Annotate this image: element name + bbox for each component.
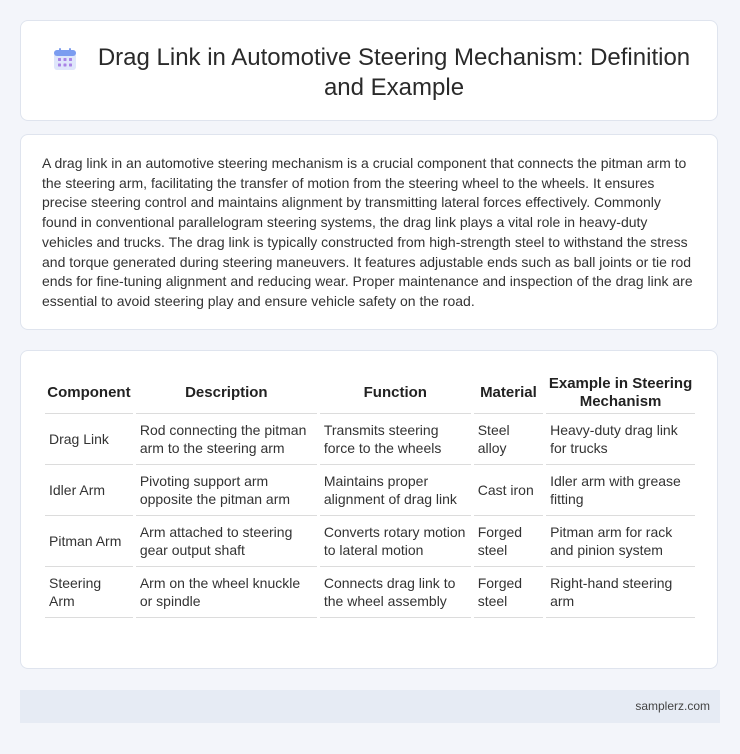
cell-example: Right-hand steering arm [546, 567, 695, 618]
cell-component: Drag Link [45, 414, 133, 465]
table-card [20, 350, 718, 669]
component-table [42, 373, 698, 618]
cell-component: Steering Arm [45, 567, 133, 618]
cell-material: Forged steel [474, 567, 543, 618]
cell-function: Converts rotary motion to lateral motion [320, 516, 471, 567]
cell-description: Pivoting support arm opposite the pitman arm [136, 465, 317, 516]
cell-function: Transmits steering force to the wheels [320, 414, 471, 465]
cell-description: Arm attached to steering gear output shaft [136, 516, 317, 567]
table-row [45, 516, 695, 567]
header-description: Description [136, 373, 317, 414]
page-title: Drag Link in Automotive Steering Mechanism: Definition and Example [97, 44, 691, 101]
header-example: Example in Steering Mechanism [546, 373, 695, 414]
cell-description: Rod connecting the pitman arm to the steering arm [136, 414, 317, 465]
calendar-icon [53, 47, 77, 71]
cell-function: Maintains proper alignment of drag link [320, 465, 471, 516]
table-row [45, 567, 695, 618]
header-function: Function [320, 373, 471, 414]
header-component: Component [45, 373, 133, 414]
description-card [20, 134, 718, 330]
cell-function: Connects drag link to the wheel assembly [320, 567, 471, 618]
cell-material: Steel alloy [474, 414, 543, 465]
table-row [45, 465, 695, 516]
cell-material: Cast iron [474, 465, 543, 516]
footer [20, 690, 720, 723]
table-row [45, 414, 695, 465]
table-header-row [45, 373, 695, 414]
header-material: Material [474, 373, 543, 414]
description-text: A drag link in an automotive steering mechanism is a crucial component that connects the pitman arm to the steering arm, facilitating the transfer of motion from the steering wheel to the wheels. It ensures precise steering control and maintains alignment by transmitting lateral forces effectively. Commonly found in conventional parallelogram steering systems, the drag link plays a vital role in heavy-duty vehicles and trucks. The drag link is typically constructed from high-strength steel to withstand the stress and torque generated during steering maneuvers. It features adjustable ends such as ball joints or tie rod ends for fine-tuning alignment and reducing wear. Proper maintenance and inspection of the drag link are essential to avoid steering play and ensure vehicle safety on the road. [42, 155, 693, 309]
cell-example: Idler arm with grease fitting [546, 465, 695, 516]
cell-description: Arm on the wheel knuckle or spindle [136, 567, 317, 618]
cell-material: Forged steel [474, 516, 543, 567]
cell-component: Idler Arm [45, 465, 133, 516]
title-card [20, 20, 718, 121]
cell-component: Pitman Arm [45, 516, 133, 567]
footer-site-link[interactable]: samplerz.com [635, 699, 710, 713]
cell-example: Heavy-duty drag link for trucks [546, 414, 695, 465]
cell-example: Pitman arm for rack and pinion system [546, 516, 695, 567]
